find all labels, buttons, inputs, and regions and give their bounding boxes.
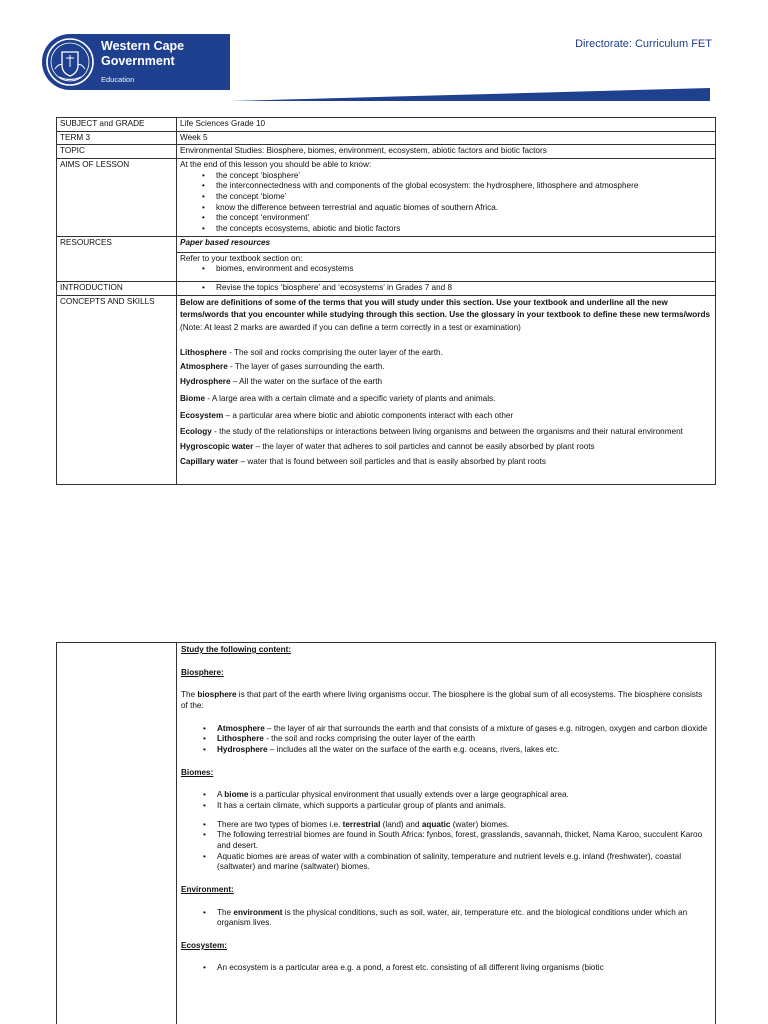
list-item: • Aquatic biomes are areas of water with a combination of salinity, temperature and nutrient levels e.g. inland (freshwater), coastal (saltwater) and marine (saltwater) biomes. <box>217 852 711 873</box>
org-name-line1: Western Cape <box>101 39 185 54</box>
definition-item <box>180 360 712 375</box>
list-item <box>217 745 711 756</box>
definition-text: – the layer of water that adheres to soil particles and cannot be easily absorbed by plant roots <box>253 442 595 452</box>
environment-heading: Environment: <box>181 884 234 894</box>
list-text: (water) biomes. <box>450 819 510 829</box>
definition-term: Atmosphere <box>180 362 228 372</box>
resources-list <box>180 264 712 275</box>
paragraph-text: is that part of the earth where living organisms occur. The biosphere is the global sum of all ecosystems. The biosphere consists of the: <box>181 690 703 710</box>
list-term: aquatic <box>421 819 451 829</box>
list-item: • know the difference between terrestrial and aquatic biomes of southern Africa. <box>216 203 712 214</box>
list-item <box>217 908 711 929</box>
term-label: TERM 3 <box>57 131 177 145</box>
list-term: Hydrosphere <box>217 744 268 754</box>
definition-term: Ecosystem <box>180 410 224 420</box>
introduction-list <box>180 283 712 294</box>
resources-cell <box>177 252 716 281</box>
definition-item <box>180 455 712 470</box>
definition-term: Lithosphere <box>180 347 227 357</box>
org-name-line2: Government <box>101 53 175 68</box>
resources-intro: Refer to your textbook section on: <box>180 253 303 263</box>
list-item: • biomes, environment and ecosystems <box>216 264 712 275</box>
paragraph-term: biosphere <box>197 690 237 700</box>
definition-item <box>180 409 712 424</box>
definition-term: Hydrosphere <box>180 377 231 387</box>
content-label-cell <box>57 643 177 1024</box>
term-value: Week 5 <box>177 131 716 145</box>
definition-term: Ecology <box>180 427 212 437</box>
list-text: is the physical conditions, such as soil, water, air, temperature etc. and the biological conditions under which an organism lives. <box>217 907 688 928</box>
org-department: Education <box>101 75 135 84</box>
definition-item <box>180 392 712 407</box>
list-item: • Revise the topics ‘biosphere’ and ‘ecosystems’ in Grades 7 and 8 <box>216 283 712 294</box>
list-term: biome <box>224 790 249 800</box>
wcg-logo <box>42 34 230 90</box>
list-term: terrestrial <box>342 819 381 829</box>
biomes-heading: Biomes: <box>181 767 214 777</box>
list-item: • the interconnectedness with and components of the global ecosystem: the hydrosphere, lithosphere and atmosphere <box>216 181 712 192</box>
aims-cell <box>177 158 716 236</box>
definition-text: - the study of the relationships or interactions between living organisms and between the organisms and their natural environment <box>211 427 683 437</box>
list-text: - the soil and rocks comprising the outer layer of the earth <box>263 734 476 744</box>
ecosystem-heading: Ecosystem: <box>181 940 227 950</box>
definition-item <box>180 346 712 361</box>
definition-text: – All the water on the surface of the earth <box>230 377 383 387</box>
directorate-title: Directorate: Curriculum FET <box>575 38 712 50</box>
list-text: The <box>217 907 234 917</box>
concepts-cell <box>177 295 716 484</box>
definition-term: Biome <box>180 393 206 403</box>
definition-term: Capillary water <box>180 457 239 466</box>
biosphere-heading: Biosphere: <box>181 667 224 677</box>
introduction-label: INTRODUCTION <box>57 281 177 295</box>
list-item <box>217 790 711 801</box>
ecosystem-list <box>181 963 711 974</box>
list-text: – includes all the water on the surface of the earth e.g. oceans, rivers, lakes etc. <box>267 744 560 754</box>
aims-intro: At the end of this lesson you should be able to know: <box>180 159 372 169</box>
biomes-list-1 <box>181 790 711 811</box>
content-heading: Study the following content: <box>181 645 292 654</box>
concepts-label: CONCEPTS AND SKILLS <box>57 295 177 484</box>
definition-text: - A large area with a certain climate and a specific variety of plants and animals. <box>205 393 496 403</box>
topic-value: Environmental Studies: Biosphere, biomes, environment, ecosystem, abiotic factors and biotic factors <box>177 145 716 159</box>
list-item: • the concept ‘biosphere’ <box>216 171 712 182</box>
aims-list <box>180 171 712 235</box>
subject-label: SUBJECT and GRADE <box>57 118 177 132</box>
header-stripe <box>230 88 710 101</box>
paragraph-text: The <box>181 690 198 700</box>
biomes-list-2 <box>181 820 711 873</box>
list-item: • the concept ‘biome’ <box>216 192 712 203</box>
list-text: – the layer of air that surrounds the earth and that consists of a mixture of gases e.g. nitrogen, oxygen and carbon dioxide <box>264 723 708 733</box>
resources-title: Paper based resources <box>177 236 716 252</box>
list-text: There are two types of biomes i.e. <box>217 819 343 829</box>
definition-term: Hygroscopic water <box>180 442 254 452</box>
list-term: environment <box>233 907 283 917</box>
list-term: Atmosphere <box>217 723 265 733</box>
concepts-note: (Note: At least 2 marks are awarded if you can define a term correctly in a test or examination) <box>180 322 521 332</box>
aims-label: AIMS OF LESSON <box>57 158 177 236</box>
list-item <box>217 724 711 735</box>
definition-item <box>180 425 712 440</box>
list-text: (land) and <box>380 819 422 829</box>
biosphere-list <box>181 724 711 756</box>
introduction-cell <box>177 281 716 295</box>
list-item: • the concepts ecosystems, abiotic and biotic factors <box>216 224 712 235</box>
concepts-instructions <box>180 297 712 335</box>
list-item: • the concept ‘environment’ <box>216 213 712 224</box>
list-item <box>217 734 711 745</box>
definition-text: – a particular area where biotic and abiotic components interact with each other <box>223 410 514 420</box>
list-item: • The following terrestrial biomes are found in South Africa: fynbos, forest, grasslands, savannah, thicket, Nama Karoo, succulent Karoo and desert. <box>217 830 711 851</box>
coat-of-arms-icon <box>45 37 95 87</box>
biosphere-paragraph <box>181 690 711 711</box>
list-term: Lithosphere <box>217 734 264 744</box>
lesson-overview-table <box>56 117 716 485</box>
definition-text: – water that is found between soil particles and that is easily absorbed by plant roots <box>238 457 546 466</box>
concepts-instructions-bold: Below are definitions of some of the terms that you will study under this section. Use your textbook and underline all the new terms/words that you encounter while studying through this section. Use the glossary in your textbook to define these new terms/words <box>180 297 710 320</box>
list-item <box>217 820 711 831</box>
subject-value: Life Sciences Grade 10 <box>177 118 716 132</box>
list-text: A <box>217 790 225 800</box>
resources-label: RESOURCES <box>57 236 177 281</box>
content-cell <box>177 643 716 1024</box>
definition-text: - The soil and rocks comprising the outer layer of the earth. <box>226 347 443 357</box>
definition-text: - The layer of gases surrounding the earth. <box>227 362 385 372</box>
definition-item <box>180 375 712 390</box>
environment-list <box>181 908 711 929</box>
list-item: • An ecosystem is a particular area e.g. a pond, a forest etc. consisting of all different living organisms (biotic <box>217 963 711 974</box>
topic-label: TOPIC <box>57 145 177 159</box>
list-text: is a particular physical environment that usually extends over a large geographical area. <box>248 790 569 800</box>
list-item: • It has a certain climate, which supports a particular group of plants and animals. <box>217 801 711 812</box>
content-table <box>56 642 716 1024</box>
definition-item <box>180 440 712 455</box>
